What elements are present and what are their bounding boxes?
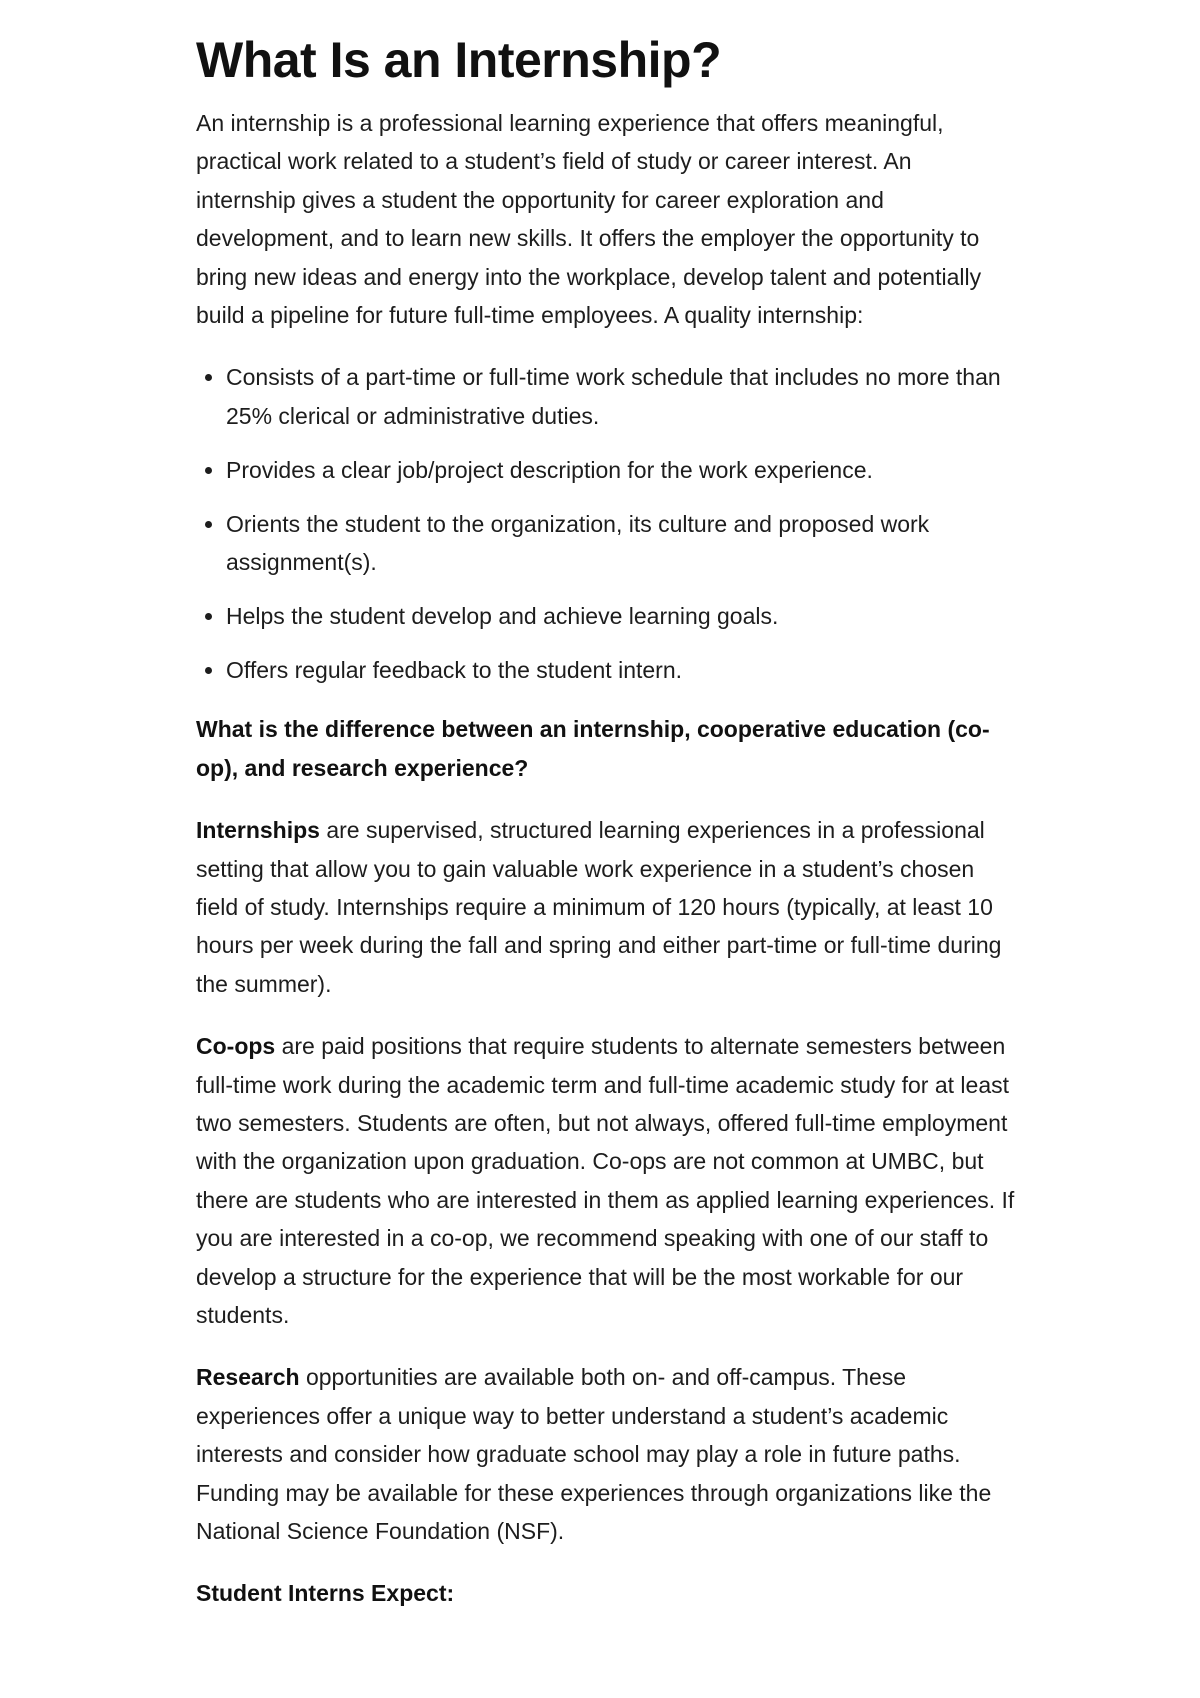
internships-text: are supervised, structured learning experiences in a professional setting that allow you to gain valuable work experience in a student’s chosen field of study. Internships require a minimum of 120 hours (typically, at least 10 hours per week during the fall and spring and either part-time or full-time during the summer).	[196, 817, 1002, 997]
list-item-text: Offers regular feedback to the student intern.	[226, 656, 683, 683]
quality-internship-list	[196, 358, 1016, 689]
research-definition	[196, 1358, 1016, 1550]
list-item	[196, 358, 1016, 435]
list-item	[196, 597, 1016, 635]
article-content	[196, 30, 1016, 1613]
list-item-text: Helps the student develop and achieve learning goals.	[226, 602, 779, 629]
bullet-icon	[205, 374, 212, 381]
list-item-text: Provides a clear job/project description for the work experience.	[226, 456, 873, 483]
internships-term: Internships	[196, 817, 320, 844]
intro-paragraph: An internship is a professional learning experience that offers meaningful, practical work related to a student’s field of study or career interest. An internship gives a student the opportunity for career exploration and development, and to learn new skills. It offers the employer the opportunity to bring new ideas and energy into the workplace, develop talent and potentially build a pipeline for future full-time employees. A quality internship:	[196, 110, 982, 329]
co-ops-text: are paid positions that require students to alternate semesters between full-time work during the academic term and full-time academic study for at least two semesters. Students are often, but not always, offered full-time employment with the organization upon graduation. Co-ops are not common at UMBC, but there are students who are interested in them as applied learning experiences. If you are interested in a co-op, we recommend speaking with one of our staff to develop a structure for the experience that will be the most workable for our students.	[196, 1033, 1015, 1328]
internships-definition	[196, 811, 1016, 1003]
bullet-icon	[205, 467, 212, 474]
research-text: opportunities are available both on- and off-campus. These experiences offer a unique way to better understand a student’s academic interests and consider how graduate school may play a role in future paths. Funding may be available for these experiences through organizations like the National Science Foundation (NSF).	[196, 1364, 992, 1544]
bullet-icon	[205, 521, 212, 528]
difference-question: What is the difference between an internship, cooperative education (co-op), and research experience?	[196, 716, 990, 781]
bullet-icon	[205, 613, 212, 620]
list-item-text: Orients the student to the organization, its culture and proposed work assignment(s).	[226, 510, 930, 576]
list-item	[196, 505, 1016, 582]
page-title: What Is an Internship?	[196, 32, 722, 88]
list-item-text: Consists of a part-time or full-time work schedule that includes no more than 25% clerical or administrative duties.	[226, 364, 1001, 429]
list-item	[196, 651, 1016, 689]
co-ops-definition	[196, 1027, 1016, 1334]
list-item	[196, 451, 1016, 489]
co-ops-term: Co-ops	[196, 1033, 276, 1060]
student-interns-expect-heading: Student Interns Expect:	[196, 1580, 455, 1607]
bullet-icon	[205, 667, 212, 674]
research-term: Research	[196, 1364, 300, 1391]
